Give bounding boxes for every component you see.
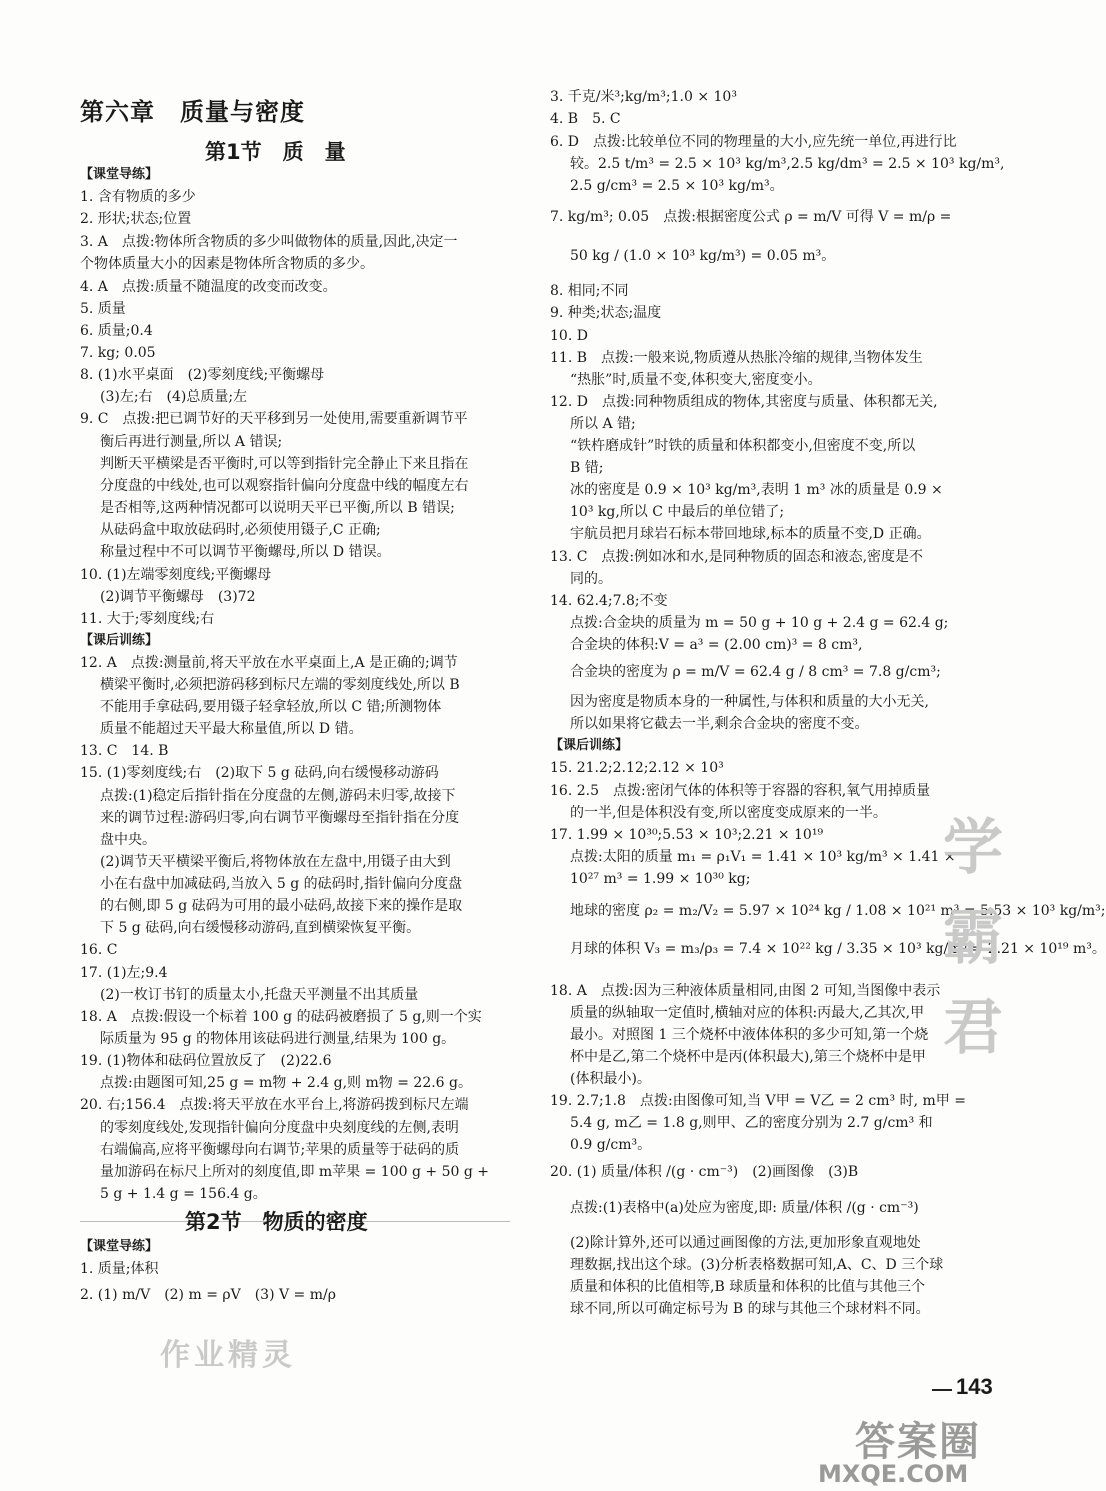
page-number-rule bbox=[932, 1389, 952, 1391]
answer-line: 20. 右;156.4 点拨:将天平放在水平台上,将游码拨到标尺左端 bbox=[80, 1097, 469, 1113]
answer-line: 1. 含有物质的多少 bbox=[80, 189, 196, 205]
answer-line: 9. 种类;状态;温度 bbox=[550, 305, 662, 321]
answer-line: 称量过程中不可以调节平衡螺母,所以 D 错误。 bbox=[100, 544, 391, 560]
answer-line: 13. C 点拨:例如冰和水,是同种物质的固态和液态,密度是不 bbox=[550, 549, 924, 565]
answer-line: 所以 A 错; bbox=[570, 416, 636, 432]
answer-line: 0.9 g/cm³。 bbox=[570, 1137, 652, 1153]
answer-line: 6. 质量;0.4 bbox=[80, 323, 153, 339]
answer-line: 19. (1)物体和砝码位置放反了 (2)22.6 bbox=[80, 1053, 332, 1069]
answer-line: 2. 形状;状态;位置 bbox=[80, 211, 192, 227]
answer-line: 地球的密度 ρ₂ = m₂/V₂ = 5.97 × 10²⁴ kg / 1.08 × 10²¹ m³ = 5.53 × 10³ kg/m³; bbox=[570, 903, 1106, 919]
answer-line: 9. C 点拨:把已调节好的天平移到另一处使用,需要重新调节平 bbox=[80, 411, 468, 427]
answer-line: 点拨:(1)表格中(a)处应为密度,即: 质量/体积 /(g · cm⁻³) bbox=[570, 1200, 919, 1216]
answer-line: 的右侧,即 5 g 砝码为可用的最小砝码,故接下来的操作是取 bbox=[100, 898, 463, 914]
site-logo-watermark: 答案圈 bbox=[855, 1419, 981, 1465]
answer-line: 13. C 14. B bbox=[80, 743, 169, 759]
answer-line: 17. (1)左;9.4 bbox=[80, 965, 168, 981]
answer-line: (2)一枚订书钉的质量太小,托盘天平测量不出其质量 bbox=[100, 987, 419, 1003]
answer-line: 最小。对照图 1 三个烧杯中液体体积的多少可知,第一个烧 bbox=[570, 1027, 929, 1043]
answer-line: 理数据,找出这个球。(3)分析表格数据可知,A、C、D 三个球 bbox=[570, 1257, 944, 1273]
answer-line: 【课后训练】 bbox=[550, 738, 629, 753]
answer-line: 杯中是乙,第二个烧杯中是丙(体积最大),第三个烧杯中是甲 bbox=[570, 1049, 926, 1065]
answer-line: 1. 质量;体积 bbox=[80, 1261, 159, 1277]
answer-line: 从砝码盒中取放砝码时,必须使用镊子,C 正确; bbox=[100, 522, 381, 538]
answer-line: (3)左;右 (4)总质量;左 bbox=[100, 389, 248, 405]
answer-line: 际质量为 95 g 的物体用该砝码进行测量,结果为 100 g。 bbox=[100, 1031, 456, 1047]
answer-line: 【课堂导练】 bbox=[80, 167, 159, 182]
answer-line: 2.5 g/cm³ = 2.5 × 10³ kg/m³。 bbox=[570, 178, 784, 194]
answer-line: 4. A 点拨:质量不随温度的改变而改变。 bbox=[80, 279, 337, 295]
answer-line: 点拨:太阳的质量 m₁ = ρ₁V₁ = 1.41 × 10³ kg/m³ × 1.41 × bbox=[570, 849, 956, 865]
bottom-left-watermark: 作业精灵 bbox=[160, 1338, 296, 1373]
answer-line: B 错; bbox=[570, 460, 604, 476]
answer-line: 分度盘的中线处,也可以观察指针偏向分度盘中线的幅度左右 bbox=[100, 478, 469, 494]
answer-line: 同的。 bbox=[570, 571, 612, 587]
answer-line: 50 kg / (1.0 × 10³ kg/m³) = 0.05 m³。 bbox=[570, 248, 836, 264]
site-url-watermark: MXQE.COM bbox=[818, 1460, 969, 1488]
answer-line: (2)调节平衡螺母 (3)72 bbox=[100, 589, 256, 605]
answer-line: 个物体质量大小的因素是物体所含物质的多少。 bbox=[80, 256, 374, 272]
answer-line: 点拨:合金块的质量为 m = 50 g + 10 g + 2.4 g = 62.4 g; bbox=[570, 615, 949, 631]
answer-line: 6. D 点拨:比较单位不同的物理量的大小,应先统一单位,再进行比 bbox=[550, 134, 957, 150]
answer-line: 合金块的体积:V = a³ = (2.00 cm)³ = 8 cm³, bbox=[570, 637, 863, 653]
answer-line: 月球的体积 V₃ = m₃/ρ₃ = 7.4 × 10²² kg / 3.35 × 10³ kg/m³ = 2.21 × 10¹⁹ m³。 bbox=[570, 941, 1106, 957]
answer-line: 10³ kg,所以 C 中最后的单位错了; bbox=[570, 504, 785, 520]
answer-line: 点拨:(1)稳定后指针指在分度盘的左侧,游码未归零,故接下 bbox=[100, 788, 456, 804]
answer-line: 的一半,但是体积没有变,所以密度变成原来的一半。 bbox=[570, 805, 887, 821]
answer-line: 冰的密度是 0.9 × 10³ kg/m³,表明 1 m³ 冰的质量是 0.9 × bbox=[570, 482, 943, 498]
answer-line: 19. 2.7;1.8 点拨:由图像可知,当 V甲 = V乙 = 2 cm³ 时, m甲 = bbox=[550, 1093, 966, 1109]
answer-line: 宇航员把月球岩石标本带回地球,标本的质量不变,D 正确。 bbox=[570, 526, 931, 542]
side-watermark: 学霸君 bbox=[933, 815, 1003, 1085]
answer-line: “铁杵磨成针”时铁的质量和体积都变小,但密度不变,所以 bbox=[570, 438, 916, 454]
answer-line: 因为密度是物质本身的一种属性,与体积和质量的大小无关, bbox=[570, 694, 929, 710]
answer-line: 5 g + 1.4 g = 156.4 g。 bbox=[100, 1186, 267, 1202]
answer-line: 10²⁷ m³ = 1.99 × 10³⁰ kg; bbox=[570, 871, 751, 887]
answer-line: 3. 千克/米³;kg/m³;1.0 × 10³ bbox=[550, 89, 737, 105]
answer-line: 质量和体积的比值相等,B 球质量和体积的比值与其他三个 bbox=[570, 1279, 926, 1295]
answer-line: 量加游码在标尺上所对的刻度值,即 m苹果 = 100 g + 50 g + bbox=[100, 1164, 489, 1180]
answer-line: 【课后训练】 bbox=[80, 633, 159, 648]
answer-line: 17. 1.99 × 10³⁰;5.53 × 10³;2.21 × 10¹⁹ bbox=[550, 827, 824, 843]
answer-line: 18. A 点拨:因为三种液体质量相同,由图 2 可知,当图像中表示 bbox=[550, 983, 941, 999]
answer-line: 18. A 点拨:假设一个标着 100 g 的砝码被磨损了 5 g,则一个实 bbox=[80, 1009, 482, 1025]
answer-line: 盘中央。 bbox=[100, 832, 156, 848]
answer-line: 是否相等,这两种情况都可以说明天平已平衡,所以 B 错误; bbox=[100, 500, 455, 516]
answer-line: 10. D bbox=[550, 328, 588, 344]
answer-line: 4. B 5. C bbox=[550, 111, 621, 127]
answer-line: 质量的纵轴取一定值时,横轴对应的体积:丙最大,乙其次,甲 bbox=[570, 1005, 925, 1021]
answer-line: 5. 质量 bbox=[80, 301, 126, 317]
section-2-title: 第2节 物质的密度 bbox=[185, 1210, 368, 1234]
answer-line: 8. 相同;不同 bbox=[550, 283, 629, 299]
answer-line: 球不同,所以可确定标号为 B 的球与其他三个球材料不同。 bbox=[570, 1301, 930, 1317]
answer-line: 20. (1) 质量/体积 /(g · cm⁻³) (2)画图像 (3)B bbox=[550, 1164, 859, 1180]
answer-line: “热胀”时,质量不变,体积变大,密度变小。 bbox=[570, 372, 822, 388]
answer-line: (2)除计算外,还可以通过画图像的方法,更加形象直观地处 bbox=[570, 1235, 921, 1251]
answer-line: 2. (1) m/V (2) m = ρV (3) V = m/ρ bbox=[80, 1287, 336, 1303]
answer-line: 小在右盘中加减砝码,当放入 5 g 的砝码时,指针偏向分度盘 bbox=[100, 876, 463, 892]
answer-line: 5.4 g, m乙 = 1.8 g,则甲、乙的密度分别为 2.7 g/cm³ 和 bbox=[570, 1115, 933, 1131]
answer-line: 点拨:由题图可知,25 g = m物 + 2.4 g,则 m物 = 22.6 g。 bbox=[100, 1075, 472, 1091]
answer-line: 判断天平横梁是否平衡时,可以等到指针完全静止下来且指在 bbox=[100, 456, 469, 472]
answer-line: 8. (1)水平桌面 (2)零刻度线;平衡螺母 bbox=[80, 367, 325, 383]
answer-line: 衡后再进行测量,所以 A 错误; bbox=[100, 434, 283, 450]
answer-line: 来的调节过程:游码归零,向右调节平衡螺母至指针指在分度 bbox=[100, 810, 460, 826]
answer-line: 14. 62.4;7.8;不变 bbox=[550, 593, 668, 609]
answer-line: 右端偏高,应将平衡螺母向右调节;苹果的质量等于砝码的质 bbox=[100, 1142, 460, 1158]
answer-line: 7. kg; 0.05 bbox=[80, 345, 156, 361]
chapter-title: 第六章 质量与密度 bbox=[80, 98, 305, 126]
answer-line: 15. 21.2;2.12;2.12 × 10³ bbox=[550, 760, 724, 776]
answer-line: 10. (1)左端零刻度线;平衡螺母 bbox=[80, 567, 272, 583]
answer-line: 质量不能超过天平最大称量值,所以 D 错。 bbox=[100, 721, 363, 737]
answer-line: 的零刻度线处,发现指针偏向分度盘中央刻度线的左侧,表明 bbox=[100, 1120, 459, 1136]
answer-line: 较。2.5 t/m³ = 2.5 × 10³ kg/m³,2.5 kg/dm³ = 2.5 × 10³ kg/m³, bbox=[570, 156, 1005, 172]
page-number: 143 bbox=[956, 1374, 993, 1399]
answer-line: 【课堂导练】 bbox=[80, 1239, 159, 1254]
answer-line: 16. 2.5 点拨:密闭气体的体积等于容器的容积,氧气用掉质量 bbox=[550, 783, 931, 799]
section-1-title: 第1节 质 量 bbox=[205, 140, 346, 164]
answer-line: 11. 大于;零刻度线;右 bbox=[80, 611, 215, 627]
answer-line: 下 5 g 砝码,向右缓慢移动游码,直到横梁恢复平衡。 bbox=[100, 920, 421, 936]
answer-line: 11. B 点拨:一般来说,物质遵从热胀冷缩的规律,当物体发生 bbox=[550, 350, 923, 366]
answer-line: 7. kg/m³; 0.05 点拨:根据密度公式 ρ = m/V 可得 V = m/ρ = bbox=[550, 209, 952, 225]
answer-line: 3. A 点拨:物体所含物质的多少叫做物体的质量,因此,决定一 bbox=[80, 234, 458, 250]
answer-line: 横梁平衡时,必须把游码移到标尺左端的零刻度线处,所以 B bbox=[100, 677, 460, 693]
answer-line: 12. D 点拨:同种物质组成的物体,其密度与质量、体积都无关, bbox=[550, 394, 938, 410]
answer-line: 不能用手拿砝码,要用镊子轻拿轻放,所以 C 错;所测物体 bbox=[100, 699, 442, 715]
answer-line: 合金块的密度为 ρ = m/V = 62.4 g / 8 cm³ = 7.8 g/cm³; bbox=[570, 664, 941, 680]
answer-line: 所以如果将它截去一半,剩余合金块的密度不变。 bbox=[570, 716, 869, 732]
answer-line: 15. (1)零刻度线;右 (2)取下 5 g 砝码,向右缓慢移动游码 bbox=[80, 765, 439, 781]
answer-line: (体积最小)。 bbox=[570, 1071, 651, 1087]
answer-line: 12. A 点拨:测量前,将天平放在水平桌面上,A 是正确的;调节 bbox=[80, 655, 458, 671]
answer-line: 16. C bbox=[80, 942, 118, 958]
answer-line: (2)调节天平横梁平衡后,将物体放在左盘中,用镊子由大到 bbox=[100, 854, 451, 870]
